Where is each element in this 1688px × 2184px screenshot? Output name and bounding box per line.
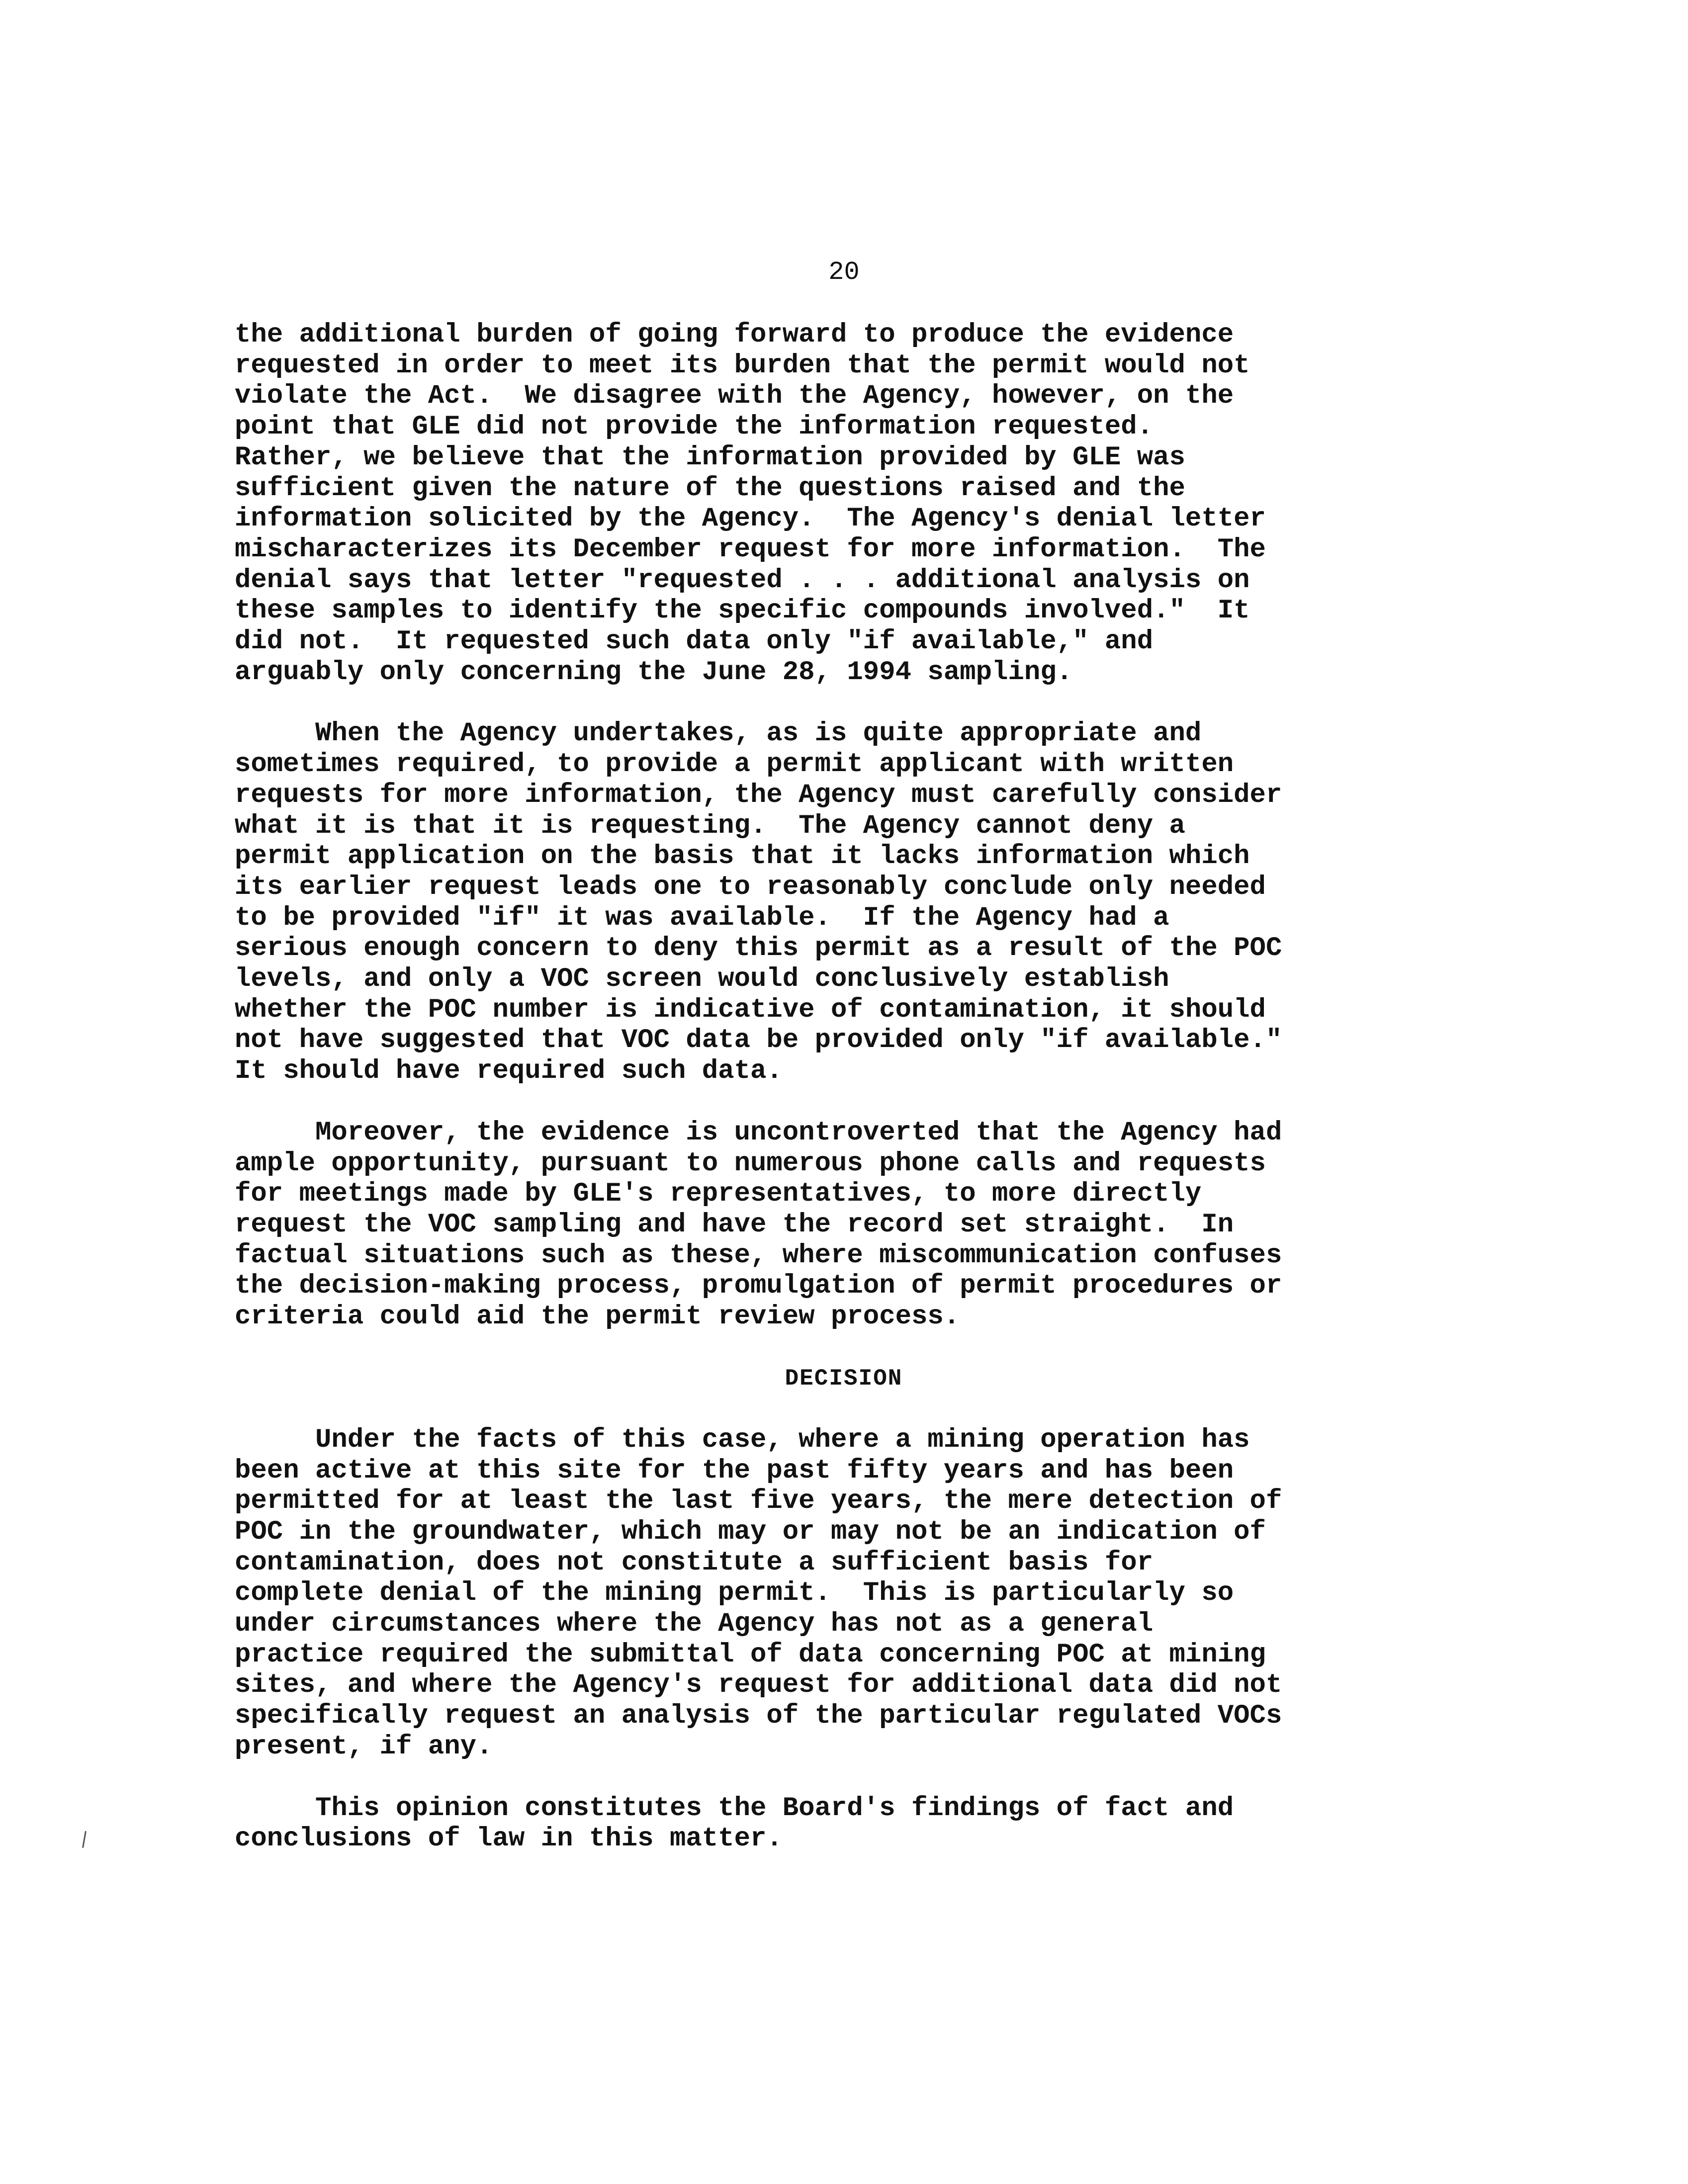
text-line: requested in order to meet its burden that the permit would not (235, 350, 1250, 381)
document-body (235, 320, 1468, 1854)
text-line: information solicited by the Agency. The Agency's denial letter (235, 504, 1266, 534)
text-line: been active at this site for the past fifty years and has been (235, 1455, 1234, 1486)
paragraph-spacer (235, 1762, 1468, 1793)
decision-paragraph-1 (235, 1425, 1468, 1762)
text-line: conclusions of law in this matter. (235, 1824, 783, 1854)
text-line: mischaracterizes its December request for more information. The (235, 534, 1266, 565)
decision-paragraph-2 (235, 1793, 1468, 1854)
text-line: practice required the submittal of data concerning POC at mining (235, 1639, 1266, 1670)
text-line: POC in the groundwater, which may or may not be an indication of (235, 1516, 1266, 1547)
text-line: the additional burden of going forward to produce the evidence (235, 320, 1234, 350)
text-line: what it is that it is requesting. The Agency cannot deny a (235, 810, 1185, 841)
text-line: under circumstances where the Agency has not as a general (235, 1609, 1154, 1640)
paragraph-1 (235, 320, 1468, 688)
text-line: not have suggested that VOC data be provided only "if available." (235, 1025, 1282, 1056)
text-line: the decision-making process, promulgation of permit procedures or (235, 1271, 1282, 1302)
paragraph-spacer (235, 1087, 1468, 1118)
text-line: sites, and where the Agency's request for additional data did not (235, 1670, 1282, 1701)
text-line: these samples to identify the specific compounds involved." It (235, 596, 1250, 626)
text-line: denial says that letter "requested . . . additional analysis on (235, 565, 1250, 596)
text-line: its earlier request leads one to reasonably conclude only needed (235, 872, 1266, 902)
text-line: criteria could aid the permit review process. (235, 1302, 960, 1332)
text-line: factual situations such as these, where miscommunication confuses (235, 1240, 1282, 1271)
text-line: sometimes required, to provide a permit applicant with written (235, 749, 1234, 780)
text-line: present, if any. (235, 1731, 493, 1762)
paragraph-spacer (235, 688, 1468, 718)
section-heading-decision: DECISION (785, 1365, 903, 1392)
scan-mark (82, 1831, 87, 1848)
text-line: contamination, does not constitute a sufficient basis for (235, 1547, 1154, 1578)
text-line: requests for more information, the Agency must carefully consider (235, 780, 1282, 810)
paragraph-spacer (235, 1332, 1468, 1363)
text-line: serious enough concern to deny this permit as a result of the POC (235, 933, 1282, 964)
paragraph-spacer (235, 1394, 1468, 1425)
text-line: Rather, we believe that the information provided by GLE was (235, 442, 1185, 473)
text-line: levels, and only a VOC screen would conclusively establish (235, 964, 1169, 995)
text-line: ample opportunity, pursuant to numerous phone calls and requests (235, 1148, 1266, 1179)
text-line: for meetings made by GLE's representatives, to more directly (235, 1179, 1202, 1210)
paragraph-2 (235, 718, 1468, 1086)
text-line: point that GLE did not provide the information requested. (235, 412, 1154, 442)
paragraph-3 (235, 1118, 1468, 1332)
text-line: Under the facts of this case, where a mining operation has (235, 1424, 1250, 1455)
text-line: specifically request an analysis of the particular regulated VOCs (235, 1701, 1282, 1732)
text-line: complete denial of the mining permit. This is particularly so (235, 1578, 1234, 1609)
text-line: This opinion constitutes the Board's findings of fact and (235, 1793, 1234, 1824)
text-line: to be provided "if" it was available. If the Agency had a (235, 902, 1169, 933)
text-line: When the Agency undertakes, as is quite appropriate and (235, 718, 1202, 749)
text-line: did not. It requested such data only "if available," and (235, 626, 1154, 657)
text-line: Moreover, the evidence is uncontroverted that the Agency had (235, 1117, 1282, 1148)
text-line: permitted for at least the last five years, the mere detection of (235, 1486, 1282, 1517)
page-number: 20 (828, 258, 860, 287)
text-line: permit application on the basis that it lacks information which (235, 841, 1250, 872)
text-line: request the VOC sampling and have the record set straight. In (235, 1209, 1234, 1240)
text-line: sufficient given the nature of the questions raised and the (235, 473, 1185, 504)
text-line: arguably only concerning the June 28, 1994 sampling. (235, 657, 1073, 688)
text-line: It should have required such data. (235, 1056, 783, 1087)
text-line: violate the Act. We disagree with the Agency, however, on the (235, 381, 1234, 412)
text-line: whether the POC number is indicative of contamination, it should (235, 994, 1266, 1025)
